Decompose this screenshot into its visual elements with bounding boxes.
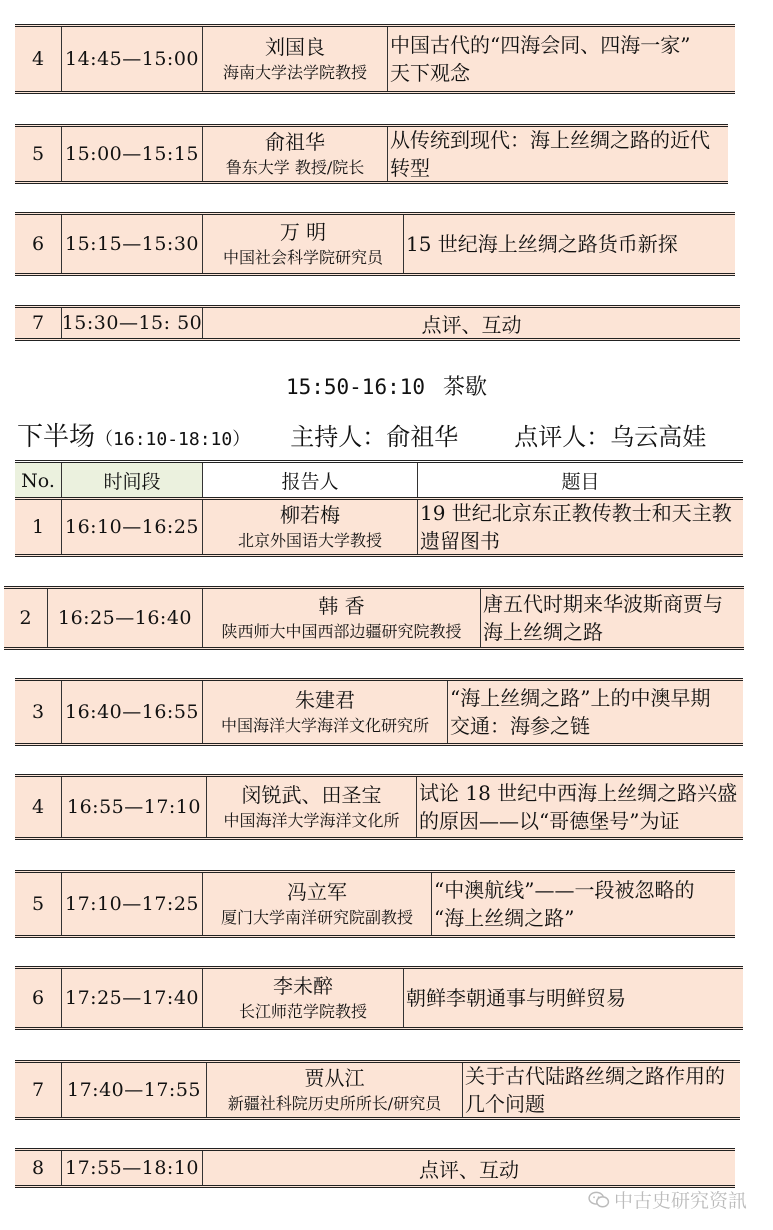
time-slot: 16:25—16:40	[47, 589, 202, 647]
talk-title	[403, 969, 743, 1027]
talk-title	[403, 215, 735, 273]
time-slot: 17:55—18:10	[61, 1151, 202, 1185]
discussion-cell: 点评、互动	[202, 1151, 735, 1185]
session-time: （16:10-18:10）	[95, 429, 251, 450]
speaker-affiliation: 陕西师大中国西部边疆研究院教授	[221, 621, 462, 641]
speaker-name: 冯立军	[287, 879, 347, 904]
speaker-cell	[206, 777, 416, 837]
session-title: 下半场	[17, 422, 96, 452]
row-number: 6	[31, 233, 45, 255]
talk-title	[387, 127, 728, 181]
speaker-affiliation: 鲁东大学 教授/院长	[225, 157, 365, 177]
time-slot: 15:00—15:15	[61, 127, 202, 181]
row-number: 3	[31, 701, 45, 723]
title-line: 几个问题	[465, 1092, 545, 1116]
header-topic: 题目	[417, 463, 743, 498]
speaker-affiliation: 厦门大学南洋研究院副教授	[220, 907, 413, 927]
speaker-name: 俞祖华	[265, 129, 325, 154]
schedule-row	[15, 1148, 735, 1188]
time-slot: 15:30—15: 50	[61, 308, 202, 338]
row-number: 1	[31, 516, 45, 538]
speaker-cell	[202, 589, 480, 647]
title-line: “海上丝绸之路”	[434, 906, 575, 930]
speaker-affiliation: 海南大学法学院教授	[222, 62, 367, 82]
speaker-name: 李未醉	[273, 973, 333, 998]
session-host: 主持人：俞祖华	[290, 423, 459, 451]
talk-title	[387, 27, 735, 91]
schedule-row	[15, 1060, 740, 1120]
speaker-cell	[202, 500, 417, 554]
row-number: 7	[31, 1079, 45, 1101]
schedule-row	[15, 870, 735, 938]
row-number: 6	[31, 987, 45, 1009]
schedule-row	[15, 678, 743, 746]
title-line: 转型	[390, 156, 430, 180]
schedule-row	[15, 212, 735, 276]
speaker-name: 贾从江	[304, 1065, 365, 1090]
title-line: 遗留图书	[420, 529, 500, 553]
speaker-affiliation: 新疆社科院历史所所长/研究员	[227, 1093, 442, 1113]
table-header	[15, 460, 743, 498]
row-number: 5	[31, 143, 45, 165]
header-time: 时间段	[61, 463, 202, 498]
speaker-affiliation: 中国海洋大学海洋文化所	[223, 810, 400, 830]
header-speaker: 报告人	[202, 463, 417, 498]
speaker-affiliation: 长江师范学院教授	[238, 1001, 367, 1021]
watermark	[588, 1186, 747, 1213]
schedule-row	[15, 774, 743, 840]
title-line: “海上丝绸之路”上的中澳早期	[450, 686, 711, 710]
wechat-icon	[588, 1191, 610, 1209]
talk-title	[431, 873, 735, 935]
title-line: 唐五代时期来华波斯商贾与	[483, 592, 723, 616]
schedule-row	[15, 305, 740, 341]
speaker-name: 万 明	[279, 219, 327, 244]
session-reviewer: 点评人：乌云高娃	[514, 423, 707, 451]
speaker-name: 柳若梅	[280, 502, 340, 527]
speaker-cell	[202, 127, 387, 181]
schedule-row	[15, 124, 728, 184]
schedule-row	[15, 24, 735, 94]
title-line: 天下观念	[390, 61, 470, 85]
time-slot: 15:15—15:30	[61, 215, 202, 273]
title-line: “中澳航线”——一段被忽略的	[434, 878, 695, 902]
time-slot: 14:45—15:00	[61, 27, 202, 91]
title-line: 15 世纪海上丝绸之路货币新探	[406, 232, 678, 256]
row-number: 2	[19, 607, 32, 629]
row-number: 8	[31, 1157, 45, 1179]
speaker-affiliation: 中国海洋大学海洋文化研究所	[220, 715, 429, 735]
row-number: 4	[31, 796, 45, 818]
tea-break-label: 茶歇	[443, 375, 488, 400]
speaker-affiliation: 中国社会科学院研究员	[222, 247, 383, 267]
title-line: 中国古代的“四海会同、四海一家”	[390, 33, 691, 57]
talk-title	[417, 500, 743, 554]
row-number: 5	[31, 893, 45, 915]
schedule-row	[15, 966, 743, 1030]
schedule-row	[4, 586, 744, 650]
time-slot: 16:10—16:25	[61, 500, 202, 554]
time-slot: 17:25—17:40	[61, 969, 202, 1027]
talk-title	[480, 589, 744, 647]
speaker-cell	[202, 969, 403, 1027]
title-line: 关于古代陆路丝绸之路作用的	[465, 1064, 725, 1088]
speaker-cell	[202, 27, 387, 91]
talk-title	[462, 1063, 740, 1117]
tea-break	[0, 370, 773, 401]
title-line: 19 世纪北京东正教传教士和天主教	[420, 501, 732, 525]
session-heading	[17, 416, 757, 453]
title-line: 从传统到现代：海上丝绸之路的近代	[390, 128, 710, 152]
time-slot: 16:55—17:10	[61, 777, 206, 837]
speaker-affiliation: 北京外国语大学教授	[237, 530, 382, 550]
title-line: 试论 18 世纪中西海上丝绸之路兴盛	[419, 781, 738, 805]
talk-title	[416, 777, 743, 837]
title-line: 朝鲜李朝通事与明鲜贸易	[406, 986, 626, 1010]
title-line: 海上丝绸之路	[483, 620, 603, 644]
title-line: 的原因——以“哥德堡号”为证	[419, 809, 680, 833]
title-line: 交通：海参之链	[450, 714, 590, 738]
time-slot: 17:40—17:55	[61, 1063, 206, 1117]
speaker-name: 刘国良	[265, 34, 325, 59]
speaker-cell	[202, 873, 431, 935]
time-slot: 16:40—16:55	[61, 681, 202, 743]
time-slot: 17:10—17:25	[61, 873, 202, 935]
tea-break-time: 15:50-16:10	[285, 375, 426, 399]
row-number: 7	[31, 312, 45, 334]
speaker-cell	[202, 681, 447, 743]
row-number: 4	[31, 48, 45, 70]
schedule-row	[15, 497, 743, 557]
discussion-cell: 点评、互动	[202, 308, 740, 338]
speaker-name: 闵锐武、田圣宝	[241, 782, 382, 807]
speaker-cell	[202, 215, 403, 273]
header-no: No.	[15, 463, 61, 498]
talk-title	[447, 681, 743, 743]
speaker-cell	[206, 1063, 462, 1117]
speaker-name: 韩 香	[318, 593, 365, 618]
speaker-name: 朱建君	[295, 687, 355, 712]
watermark-text: 中古史研究资訊	[614, 1190, 748, 1212]
